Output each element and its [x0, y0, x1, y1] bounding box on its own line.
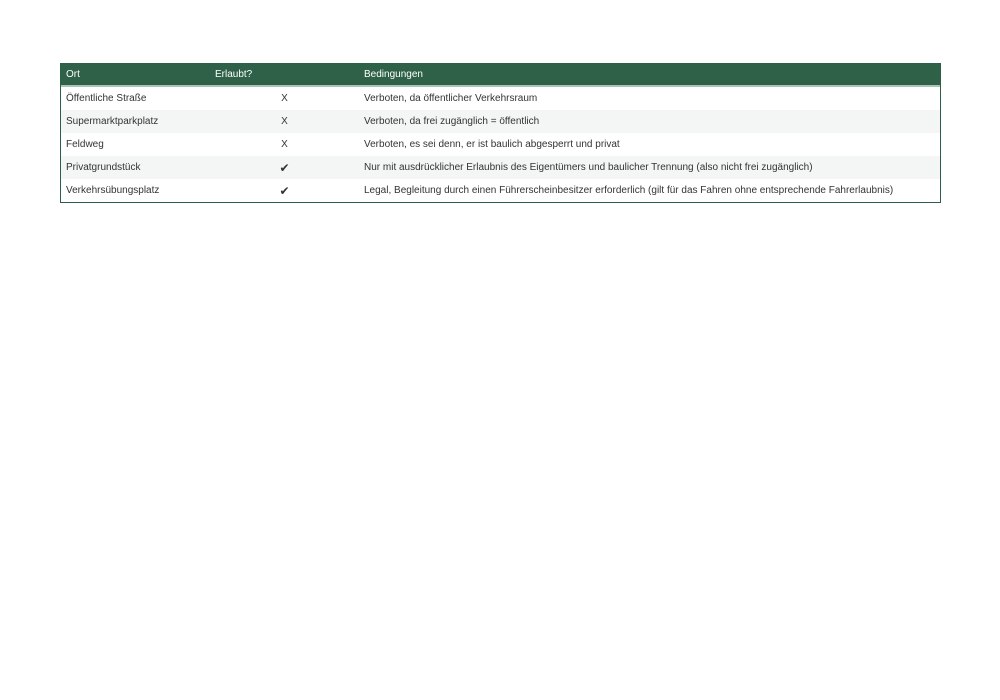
cell-bedingungen: Verboten, es sei denn, er ist baulich abgesperrt und privat [364, 139, 620, 150]
table-row [61, 179, 940, 202]
table-row [61, 110, 940, 133]
cell-erlaubt: X [281, 139, 288, 150]
cell-bedingungen: Nur mit ausdrücklicher Erlaubnis des Eigentümers und baulicher Trennung (also nicht frei zugänglich) [364, 162, 813, 173]
cell-ort: Supermarktparkplatz [66, 116, 159, 127]
cell-bedingungen: Verboten, da öffentlicher Verkehrsraum [364, 93, 538, 104]
cell-erlaubt [210, 179, 359, 202]
cell-bedingungen: Legal, Begleitung durch einen Führerscheinbesitzer erforderlich (gilt für das Fahren ohne entsprechende Fahrerlaubnis) [364, 185, 894, 196]
header-bedingungen: Bedingungen [359, 64, 940, 86]
location-rules-table-container [60, 63, 941, 203]
cell-ort: Öffentliche Straße [66, 93, 147, 104]
checkmark-icon: ✔ [279, 160, 290, 175]
cell-erlaubt [210, 156, 359, 179]
checkmark-icon: ✔ [279, 183, 290, 198]
header-erlaubt: Erlaubt? [210, 64, 359, 86]
cell-erlaubt: X [281, 116, 288, 127]
table-row [61, 86, 940, 110]
cell-bedingungen: Verboten, da frei zugänglich = öffentlich [364, 116, 540, 127]
location-rules-table [61, 64, 940, 202]
table-row [61, 133, 940, 156]
cell-erlaubt: X [281, 93, 288, 104]
cell-ort: Feldweg [66, 139, 104, 150]
cell-ort: Verkehrsübungsplatz [66, 185, 160, 196]
table-header-row [61, 64, 940, 86]
cell-ort: Privatgrundstück [66, 162, 141, 173]
header-ort: Ort [61, 64, 210, 86]
table-row [61, 156, 940, 179]
